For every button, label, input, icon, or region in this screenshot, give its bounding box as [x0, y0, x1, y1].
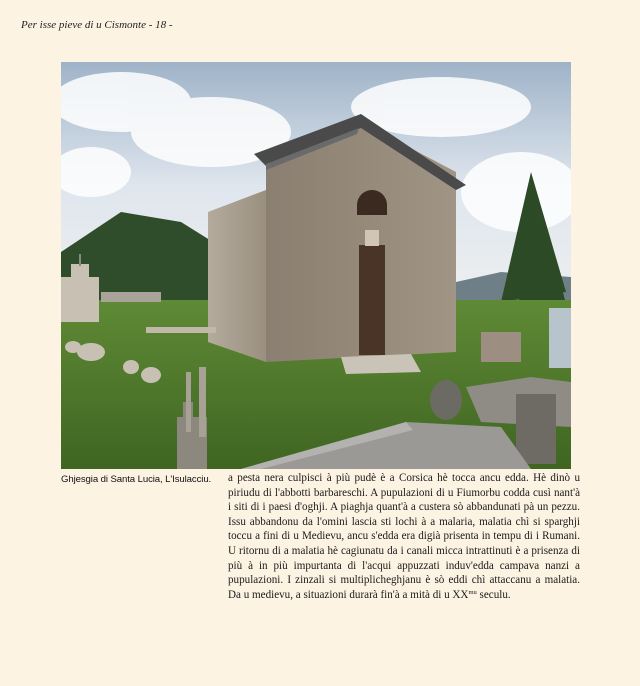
paragraph-end-text: seculu.: [479, 588, 511, 601]
century-suffix: mu: [468, 588, 477, 596]
body-paragraph: [228, 471, 580, 602]
photo-caption: Ghjesgia di Santa Lucia, L'Isulacciu.: [61, 474, 212, 485]
running-header: Per isse pieve di u Cismonte - 18 -: [21, 19, 173, 31]
church-photo: [61, 62, 571, 469]
paragraph-main-text: a pesta nera culpisci à più pudè è a Corsica hè tocca ancu edda. Hè dinò u piriudu di l'abbotti barbareschi. A pupulazioni di u Fiumorbu codda cusì nant'à i siti di i paesi d'oghji. A piaghja quant'à a custera sò abbandunati pà un pezzu. Issu abbandonu da l'omini lascia sti lochi à a malaria, malatia chì si sparghji toccu a fini di u Medievu, ancu s'edda era digià prisenta in tempu di i Rumani. U ritornu di a malatia hè cagiunatu da i canali micca intrattinuti è a prisenza di più à in più impurtanta di l'acqui appuzzati induv'edda campava nanzi a pupulazioni. I zinzali si multiplicheghjanu è sò eddi chì attaccanu a malatia. Da u medievu, a situazioni durarà fin'à a mità di u XX: [228, 472, 580, 601]
